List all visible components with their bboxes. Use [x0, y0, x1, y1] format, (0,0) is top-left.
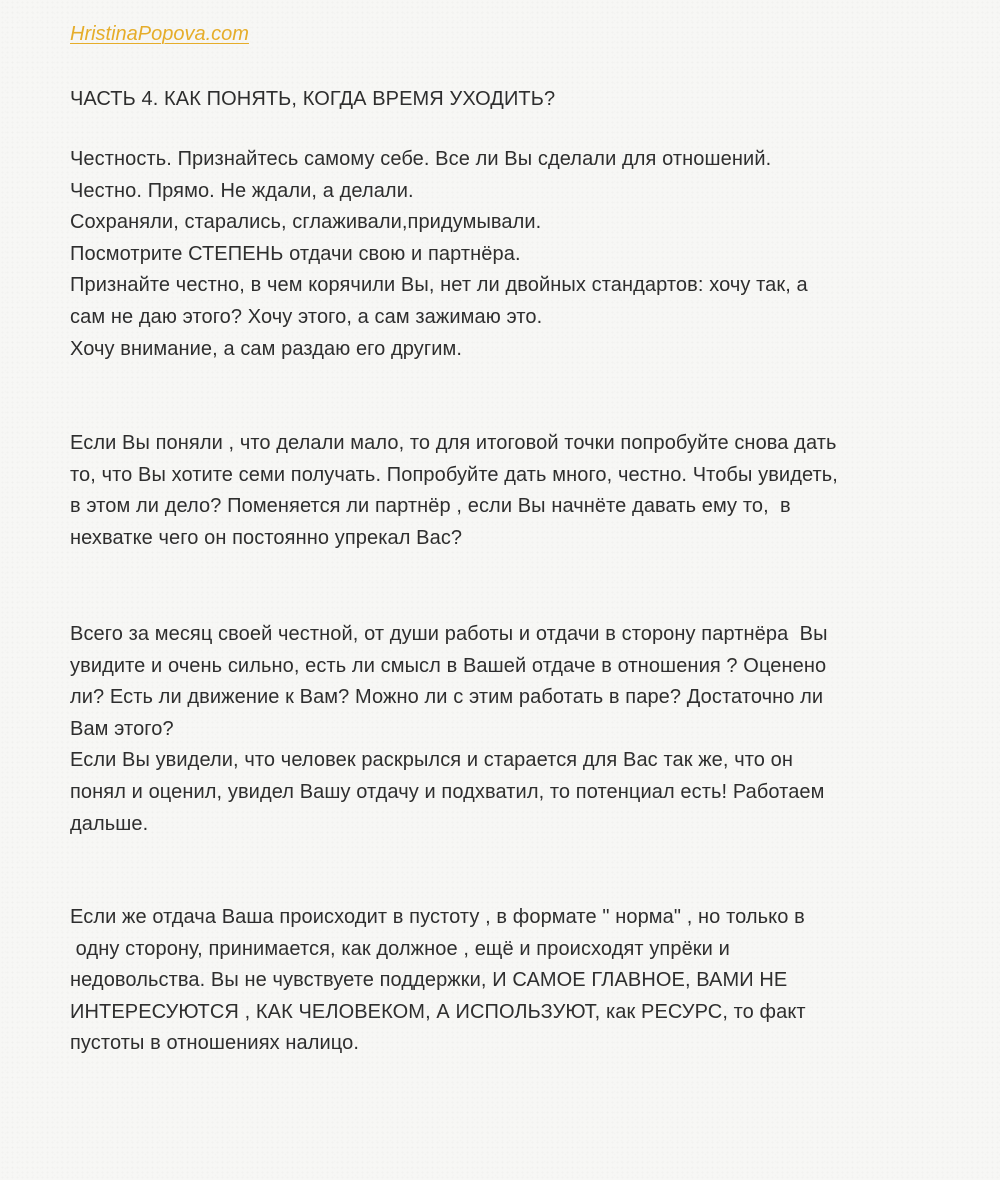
paragraph-line: увидите и очень сильно, есть ли смысл в Вашей отдаче в отношения ? Оценено: [70, 654, 827, 677]
paragraph-line: сам не даю этого? Хочу этого, а сам зажимаю это.: [70, 305, 543, 328]
article-heading: ЧАСТЬ 4. КАК ПОНЯТЬ, КОГДА ВРЕМЯ УХОДИТЬ?: [70, 88, 556, 110]
paragraph-line: ИНТЕРЕСУЮТСЯ , КАК ЧЕЛОВЕКОМ, А ИСПОЛЬЗУЮТ, как РЕСУРС, то факт: [70, 1000, 806, 1023]
paragraph-line: Сохраняли, старались, сглаживали,придумывали.: [70, 211, 542, 234]
paragraph-line: Вам этого?: [70, 717, 174, 740]
paragraph-line: Всего за месяц своей честной, от души работы и отдачи в сторону партнёра Вы: [70, 623, 828, 645]
paragraph-line: Если Вы увидели, что человек раскрылся и старается для Вас так же, что он: [70, 749, 794, 772]
paragraph-line: в этом ли дело? Поменяется ли партнёр , если Вы начнёте давать ему то, в: [70, 495, 791, 518]
paragraph-line: понял и оценил, увидел Вашу отдачу и подхватил, то потенциал есть! Работаем: [70, 780, 825, 803]
paragraph-line: пустоты в отношениях налицо.: [70, 1032, 360, 1055]
paragraph-line: недовольства. Вы не чувствуете поддержки, И САМОЕ ГЛАВНОЕ, ВАМИ НЕ: [70, 969, 788, 992]
paragraph-line: Если Вы поняли , что делали мало, то для итоговой точки попробуйте снова дать: [70, 432, 837, 454]
paragraph-line: дальше.: [70, 812, 149, 835]
paragraph-2: [70, 428, 930, 554]
paragraph-line: Честность. Признайтесь самому себе. Все ли Вы сделали для отношений.: [70, 148, 772, 170]
paragraph-line: ли? Есть ли движение к Вам? Можно ли с этим работать в паре? Достаточно ли: [70, 686, 824, 709]
paragraph-line: Признайте честно, в чем корячили Вы, нет ли двойных стандартов: хочу так, а: [70, 274, 808, 297]
paragraph-1: [70, 144, 930, 365]
paragraph-line: Честно. Прямо. Не ждали, а делали.: [70, 179, 414, 202]
paragraph-line: нехватке чего он постоянно упрекал Вас?: [70, 526, 463, 549]
paragraph-line: Хочу внимание, а сам раздаю его другим.: [70, 337, 463, 360]
paragraph-line: одну сторону, принимается, как должное , ещё и происходят упрёки и: [70, 937, 730, 960]
paragraph-line: то, что Вы хотите семи получать. Попробуйте дать много, честно. Чтобы увидеть,: [70, 463, 838, 486]
paragraph-line: Посмотрите СТЕПЕНЬ отдачи свою и партнёра.: [70, 242, 521, 265]
site-link[interactable]: HristinaPopova.com: [70, 23, 249, 45]
paragraph-line: Если же отдача Ваша происходит в пустоту , в формате " норма" , но только в: [70, 906, 805, 928]
paragraph-4: [70, 902, 930, 1060]
paragraph-3: [70, 619, 930, 840]
